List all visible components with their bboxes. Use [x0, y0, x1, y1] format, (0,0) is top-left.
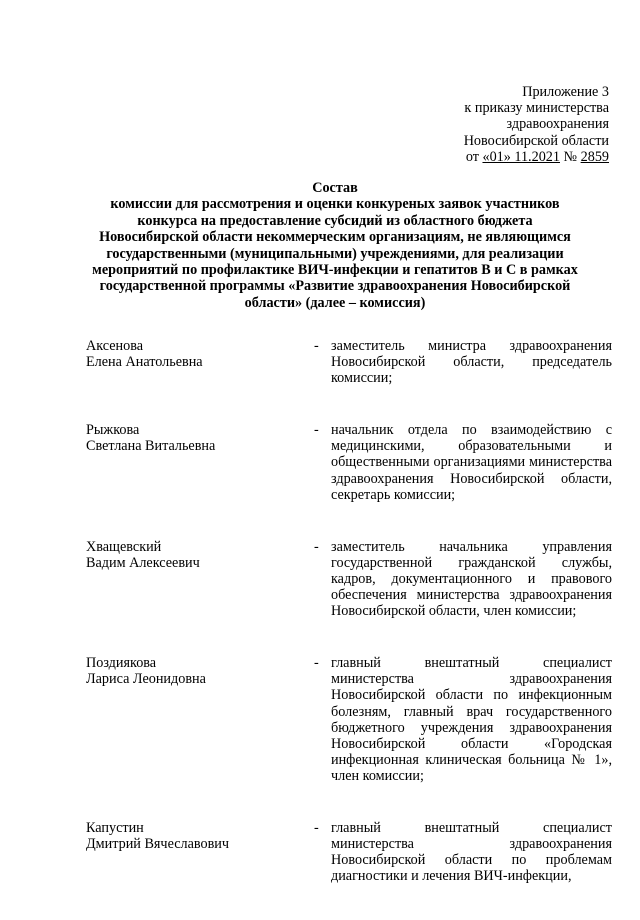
- member-given-name: Вадим Алексеевич: [86, 554, 200, 571]
- annex-number-prefix: №: [559, 148, 581, 165]
- member-surname: Аксенова: [86, 338, 144, 354]
- annex-line-1: Приложение 3: [522, 84, 609, 100]
- member-given-name: Дмитрий Вячеславович: [86, 836, 230, 853]
- member-item: [86, 338, 612, 386]
- commission-members-list: [86, 338, 612, 920]
- member-role: заместитель начальника управления государственной гражданской службы, кадров, документационного и правового обеспечения министерства здравоохранения Новосибирской области, член комиссии;: [331, 538, 612, 620]
- member-dash: -: [314, 338, 319, 354]
- annex-number-value: 2859: [580, 148, 609, 165]
- member-item: [86, 655, 612, 784]
- member-name: [86, 820, 306, 852]
- title-line: конкурса на предоставление субсидий из областного бюджета: [137, 212, 533, 229]
- title-line: мероприятий по профилактике ВИЧ-инфекции и гепатитов В и С в рамках: [92, 262, 578, 279]
- member-dash: -: [314, 538, 319, 555]
- member-dash: -: [314, 819, 319, 836]
- annex-date-prefix: от: [465, 148, 483, 165]
- member-name: [86, 422, 306, 454]
- member-dash: -: [314, 422, 319, 439]
- member-surname: Рыжкова: [86, 422, 140, 439]
- member-role: заместитель министра здравоохранения Новосибирской области, председатель комиссии;: [331, 338, 612, 387]
- annex-date-line: [464, 149, 609, 165]
- title-line: комиссии для рассмотрения и оценки конкуреных заявок участников: [110, 196, 560, 213]
- annex-line-2: к приказу министерства: [464, 100, 609, 117]
- member-surname: Хващевский: [86, 538, 162, 555]
- annex-line-3: здравоохранения: [506, 116, 609, 133]
- member-role: начальник отдела по взаимодействию с медицинскими, образовательными и общественными организациями министерства здравоохранения Новосибирской области, секретарь комиссии;: [331, 422, 612, 503]
- annex-date-value: «01» 11.2021: [482, 148, 560, 165]
- annex-line-4: Новосибирской области: [463, 132, 609, 149]
- member-item: [86, 539, 612, 619]
- member-role: главный внештатный специалист министерства здравоохранения Новосибирской области по инфекционным болезням, главный врач государственного бюджетного учреждения здравоохранения Новосибирской области «Городская инфекционная клиническая больница № 1», член комиссии;: [331, 655, 612, 784]
- title-line: области» (далее – комиссия): [244, 294, 426, 311]
- member-name: [86, 655, 306, 687]
- title-line: государственными (муниципальными) учреждениями, для реализации: [106, 245, 564, 262]
- member-surname: Поздиякова: [86, 655, 157, 672]
- member-surname: Капустин: [86, 819, 144, 836]
- member-name: [86, 539, 306, 571]
- member-dash: -: [314, 655, 319, 672]
- member-given-name: Елена Анатольевна: [86, 354, 203, 371]
- title-line: Новосибирской области некоммерческим организациям, не являющимся: [99, 229, 571, 246]
- document-title: [60, 180, 610, 311]
- member-given-name: Лариса Леонидовна: [86, 671, 206, 688]
- member-given-name: Светлана Витальевна: [86, 438, 216, 455]
- member-name: [86, 338, 306, 370]
- member-item: [86, 820, 612, 884]
- title-line: государственной программы «Развитие здравоохранения Новосибирской: [99, 278, 571, 295]
- member-role: главный внештатный специалист министерства здравоохранения Новосибирской области по проблемам диагностики и лечения ВИЧ-инфекции,: [331, 819, 612, 885]
- annex-block: [464, 84, 609, 165]
- member-item: [86, 422, 612, 502]
- title-heading: Состав: [312, 180, 358, 196]
